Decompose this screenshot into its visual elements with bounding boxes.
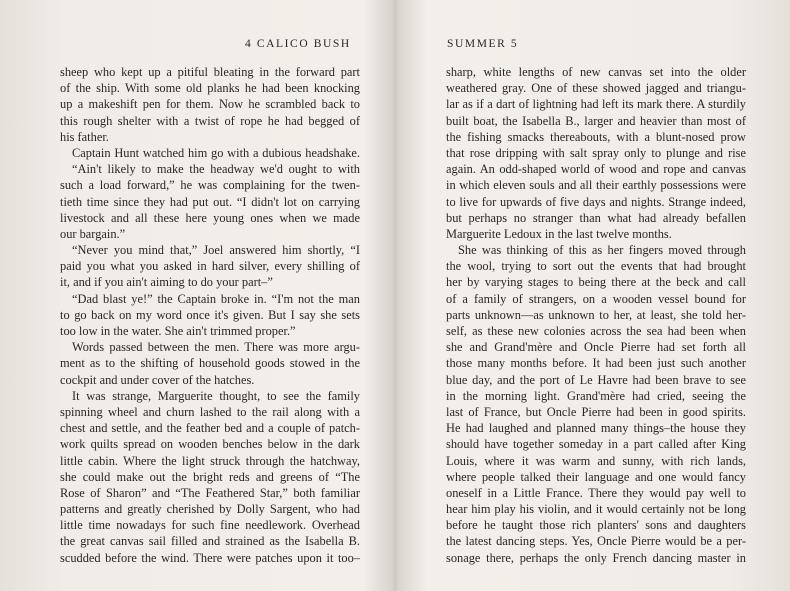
- text-line: chest and settle, and the feather bed and a couple of patch-: [60, 421, 360, 436]
- text-line: He had laughed and planned many things–the house they: [446, 421, 746, 436]
- text-line: those many months before. It had been just such another: [446, 356, 746, 371]
- text-line: should have together someday in a part called after King: [446, 437, 746, 452]
- text-line: to live for upwards of five days and nights. Strange indeed,: [446, 194, 746, 209]
- text-line: She was thinking of this as her fingers moved through: [458, 243, 746, 258]
- text-line: sonage there, perhaps the only French dancing master in: [446, 550, 746, 565]
- text-line: such a load forward,” he was complaining for the twen-: [60, 178, 360, 193]
- text-line: she could make out the bright reds and greens of “The: [60, 469, 360, 484]
- text-line: again. An odd-shaped world of wood and rope and canvas: [446, 162, 746, 177]
- text-line: lar as if a dart of lightning had left its mark there. A sturdily: [446, 97, 746, 112]
- text-line: the latest dancing steps. Yes, Oncle Pierre would be a per-: [446, 534, 746, 549]
- text-line: hear him play his violin, and it would certainly not be long: [446, 502, 746, 517]
- right-page: [395, 0, 790, 591]
- text-line: cockpit and under cover of the hatches.: [60, 372, 255, 387]
- text-line: sheep who kept up a pitiful bleating in the forward part: [60, 65, 360, 79]
- text-line: “Dad blast ye!” the Captain broke in. “I'm not the man: [72, 291, 360, 306]
- text-line: Louis, where it was warm and sunny, with rich lands,: [446, 453, 746, 468]
- text-line: work quilts spread on wooden benches below in the dark: [60, 437, 360, 452]
- text-line: before he taught those rich planters' sons and daughters: [446, 518, 746, 533]
- text-line: his father.: [60, 129, 109, 144]
- text-line: where people talked their language and one would fancy: [446, 469, 746, 484]
- text-line: Captain Hunt watched him go with a dubious headshake.: [72, 145, 360, 160]
- text-line: but perhaps no stranger than what had already befallen: [446, 210, 746, 225]
- text-line: “Never you mind that,” Joel answered him shortly, “I: [72, 243, 360, 258]
- text-line: of a family of strangers, on a wooden vessel bound for: [446, 291, 746, 306]
- text-line: parts unknown—as unknown to her, at least, she told her-: [446, 307, 746, 322]
- text-line: Marguerite Ledoux in the last twelve months.: [446, 226, 672, 241]
- text-line: livestock and all these here young ones when we made: [60, 210, 360, 225]
- text-line: she and Grand'mère and Oncle Pierre had set forth all: [446, 340, 746, 355]
- text-line: last of France, but Oncle Pierre had been in good spirits.: [446, 404, 746, 419]
- text-line: up a makeshift pen for them. Now he scrambled back to: [60, 97, 360, 112]
- text-line: little time nowadays for such fine needlework. Overhead: [60, 518, 360, 533]
- text-line: her by varying stages to being there at the beck and call: [446, 275, 746, 290]
- text-line: Words passed between the men. There was more argu-: [72, 340, 360, 355]
- text-line: sharp, white lengths of new canvas set into the older: [446, 65, 746, 79]
- text-line: oneself in a Little France. There they would pay well to: [446, 485, 746, 500]
- running-head-left: 4 CALICO BUSH: [245, 38, 351, 50]
- text-line: that rose dripping with salt spray only to plunge and rise: [446, 145, 746, 160]
- text-line: this rough shelter with a twist of rope he had begged of: [60, 113, 360, 128]
- running-head-right: SUMMER 5: [447, 38, 519, 50]
- text-line: too low in the water. She ain't trimmed proper.”: [60, 324, 296, 338]
- text-line: It was strange, Marguerite thought, to see the family: [72, 388, 360, 403]
- text-line: the great canvas sail filled and strained as the Isabella B.: [60, 534, 360, 549]
- text-line: in the morning light. Grand'mère had cried, seeing the: [446, 388, 746, 403]
- right-page-body: [446, 64, 746, 566]
- text-line: our bargain.”: [60, 226, 126, 241]
- text-line: ment as to the shifting of household goods stowed in the: [60, 356, 360, 371]
- text-line: self, as these new colonies across the sea had been when: [446, 324, 746, 338]
- text-line: blue day, and the port of Le Havre had been brave to see: [446, 372, 746, 387]
- text-line: patterns and greatly cherished by Dolly Sargent, who had: [60, 502, 360, 517]
- text-line: to go back on my word once it's given. But I say she sets: [60, 307, 360, 322]
- text-line: in which eleven souls and all their earthly possessions were: [446, 178, 746, 193]
- text-line: tieth time since they had put out. “I didn't lot on carrying: [60, 194, 360, 209]
- text-line: of the ship. With some old planks he had been knocking: [60, 81, 360, 96]
- text-line: “Ain't likely to make the headway we'd ought to with: [72, 162, 360, 177]
- text-line: it, and if you ain't aiming to do your part–”: [60, 275, 273, 290]
- left-page-body: [60, 64, 360, 566]
- text-line: little cabin. Where the light struck through the hatchway,: [60, 453, 360, 468]
- text-line: Rose of Sharon” and “The Feathered Star,” both familiar: [60, 485, 360, 500]
- text-line: built boat, the Isabella B., larger and heavier than most of: [446, 113, 746, 128]
- text-line: the wool, trying to sort out the events that had brought: [446, 259, 746, 274]
- text-line: weathered gray. One of these showed jagged and triangu-: [446, 81, 746, 96]
- text-line: spinning wheel and churn lashed to the rail along with a: [60, 404, 360, 419]
- text-line: paid you what you asked in hard silver, every shilling of: [60, 259, 360, 274]
- text-line: the fishing smacks thereabouts, with a blunt-nosed prow: [446, 129, 746, 144]
- text-line: scudded before the wind. There were patches upon it too–: [60, 550, 360, 565]
